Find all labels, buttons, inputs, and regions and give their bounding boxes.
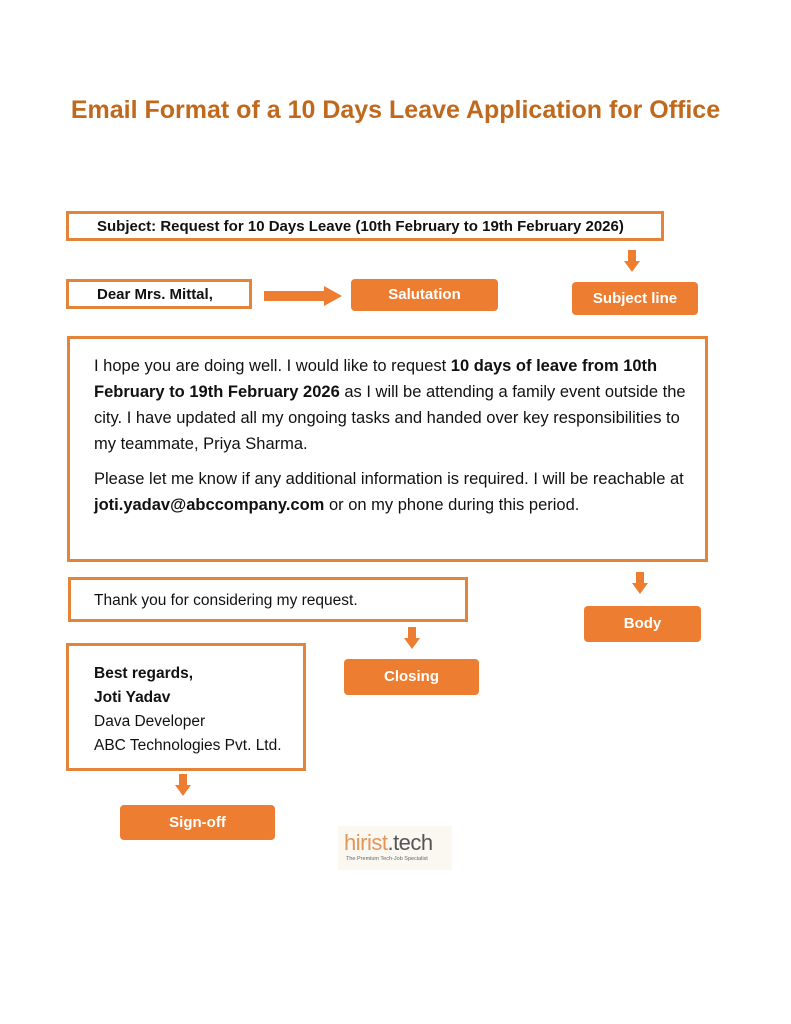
- signoff-company: ABC Technologies Pvt. Ltd.: [94, 737, 282, 754]
- email-address: joti.yadav@abccompany.com: [94, 496, 325, 514]
- page-title: Email Format of a 10 Days Leave Application for Office: [70, 96, 721, 124]
- label-body: Body: [584, 606, 701, 642]
- body-paragraph-1: [94, 353, 694, 457]
- arrow-down-icon: [175, 774, 191, 796]
- label-signoff: Sign-off: [120, 805, 275, 840]
- arrow-down-icon: [624, 250, 640, 272]
- hirist-tech-logo: [338, 826, 452, 870]
- signoff-name: Joti Yadav: [94, 689, 171, 706]
- salutation-box: [66, 279, 252, 309]
- signoff-role: Dava Developer: [94, 713, 206, 730]
- body-text: or on my phone during this period.: [324, 496, 580, 514]
- salutation-text: Dear Mrs. Mittal,: [97, 286, 213, 303]
- arrow-right-icon: [264, 286, 342, 306]
- body-box: [67, 336, 708, 562]
- leave-dates-highlight: 10 days of leave from 10th February to 19th February 2026: [94, 357, 658, 401]
- label-salutation: Salutation: [351, 279, 498, 311]
- signoff-box: [66, 643, 306, 771]
- subject-box: [66, 211, 664, 241]
- closing-text: Thank you for considering my request.: [94, 592, 358, 609]
- label-closing: Closing: [344, 659, 479, 695]
- body-text: I hope you are doing well. I would like to request: [94, 357, 451, 375]
- body-paragraph-2: [94, 466, 694, 518]
- logo-brand-suffix: .tech: [387, 830, 433, 855]
- label-subject-line: Subject line: [572, 282, 698, 315]
- signoff-regards: Best regards,: [94, 665, 194, 682]
- subject-text: Subject: Request for 10 Days Leave (10th February to 19th February 2026): [97, 218, 624, 235]
- body-text: as I will be attending a family event outside the city. I have updated all my ongoing tasks and handed over key responsibilities to my teammate, Priya Sharma.: [94, 383, 686, 453]
- closing-box: [68, 577, 468, 622]
- arrow-down-icon: [404, 627, 420, 649]
- arrow-down-icon: [632, 572, 648, 594]
- logo-brand: hirist: [344, 830, 388, 855]
- logo-tagline: The Premium Tech-Job Specialist: [346, 856, 428, 862]
- body-text: Please let me know if any additional information is required. I will be reachable at: [94, 470, 684, 488]
